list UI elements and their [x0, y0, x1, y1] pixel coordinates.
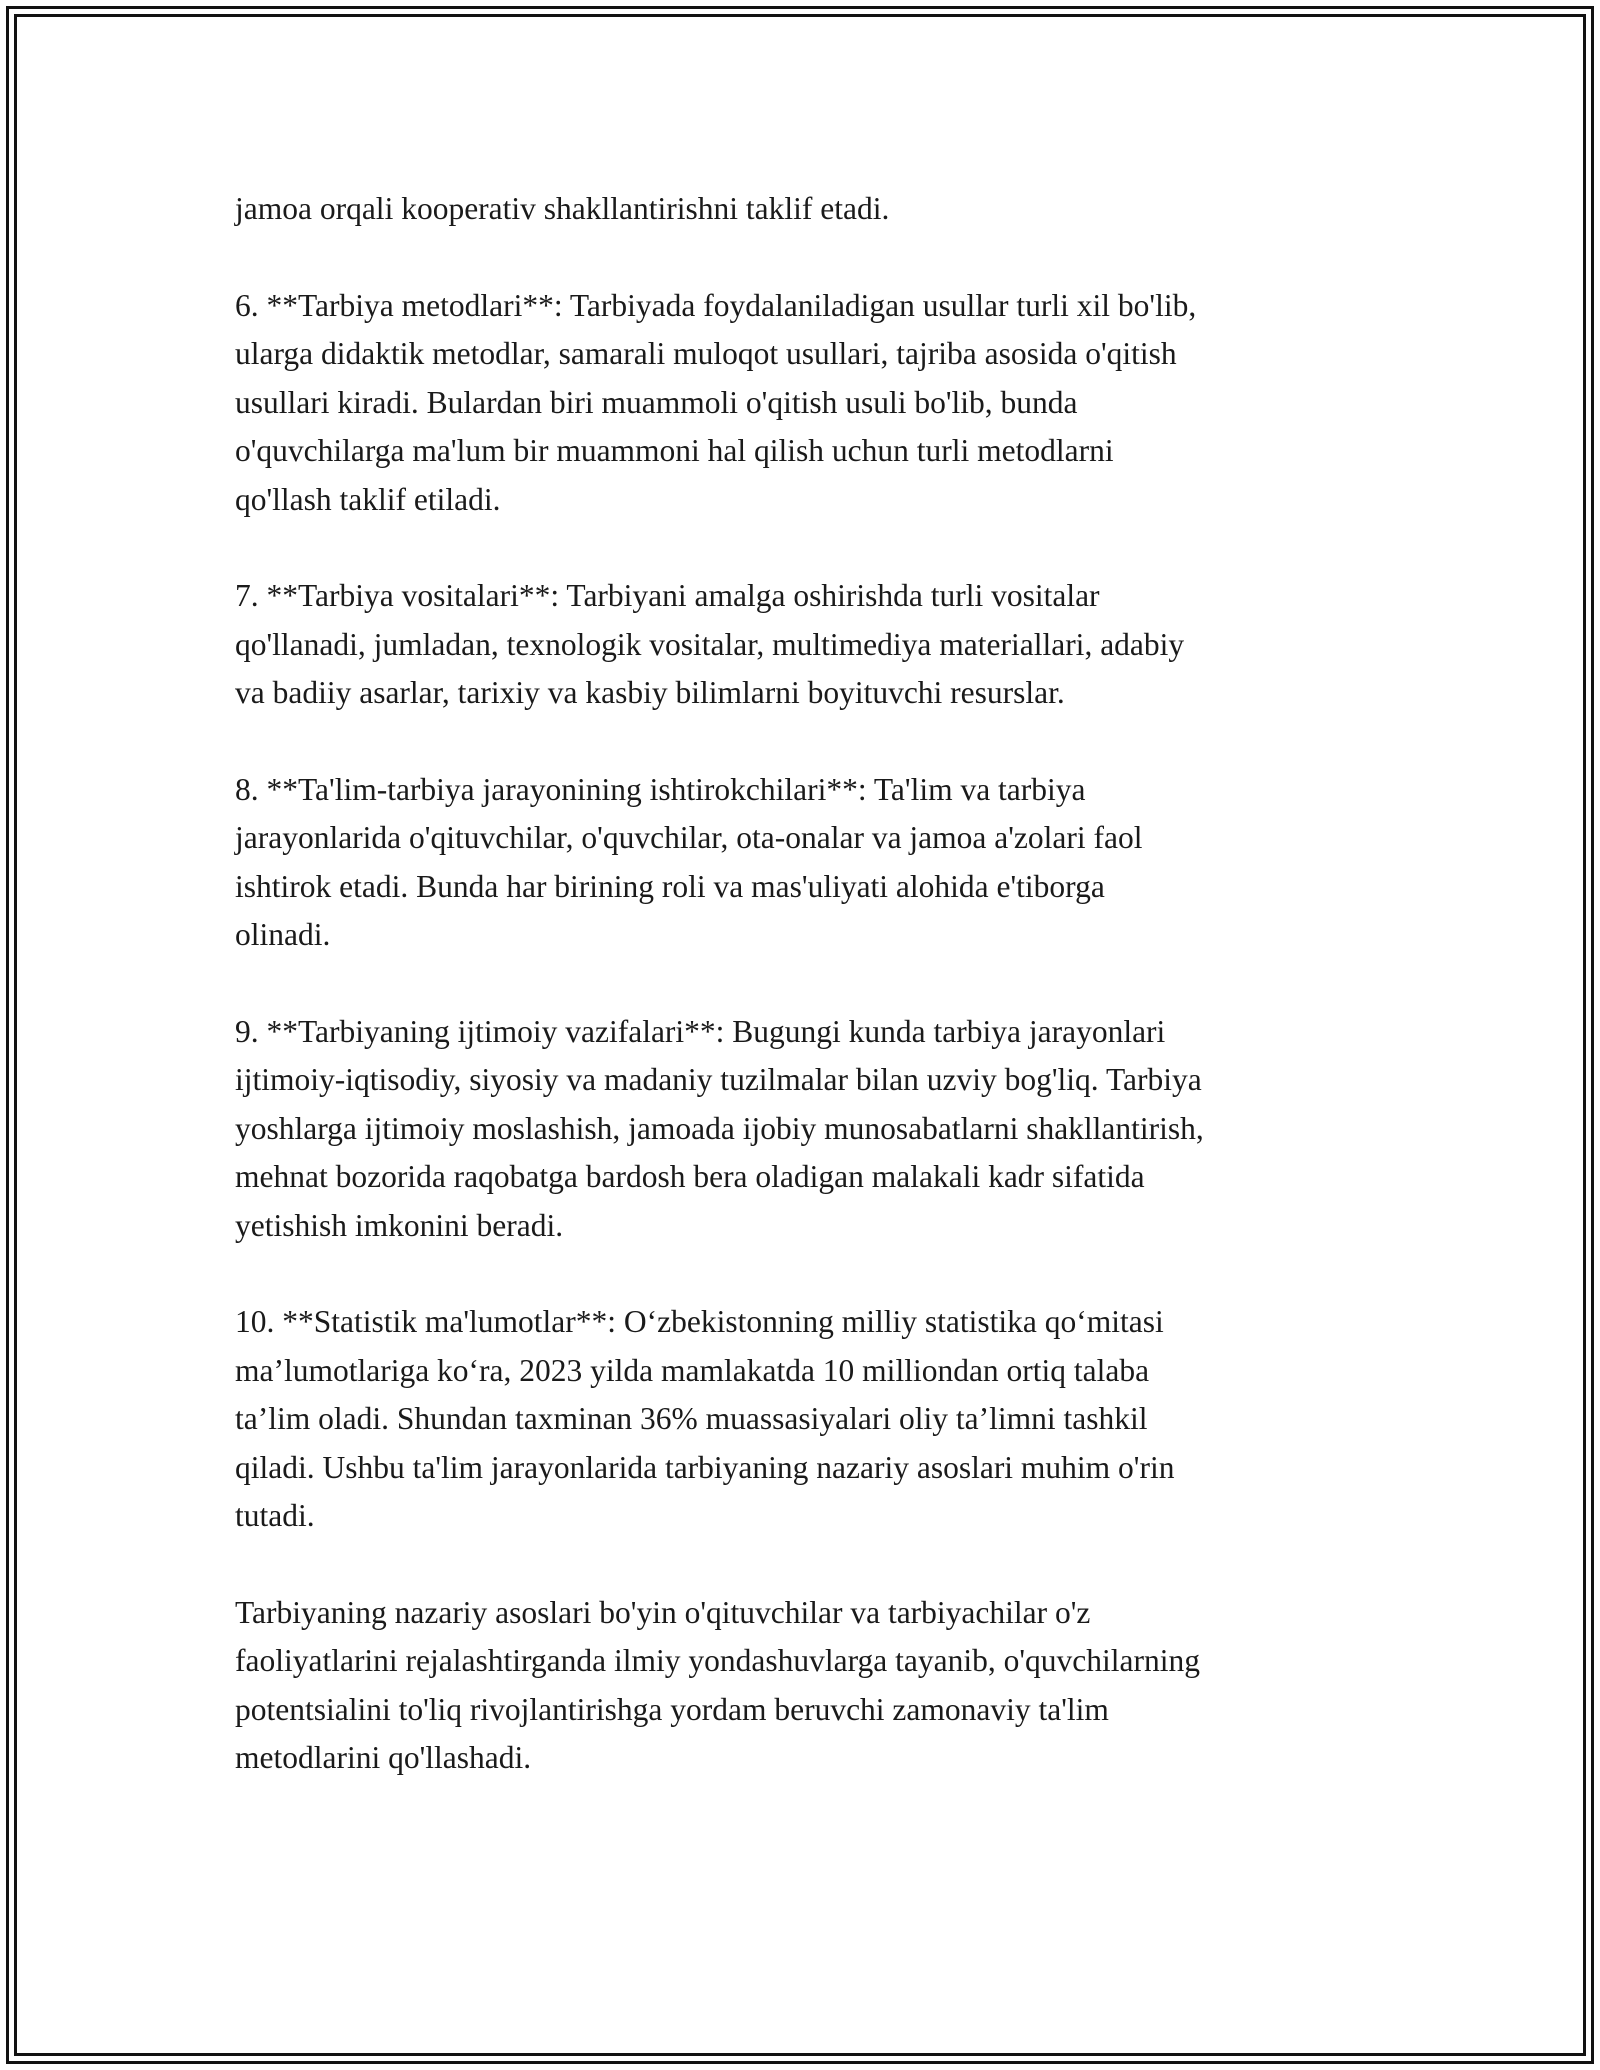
paragraph-ishtirokchilar: 8. **Ta'lim-tarbiya jarayonining ishtirokchilari**: Ta'lim va tarbiya jarayonlarida o'qituvchilar, o'quvchilar, ota-onalar va jamoa a'zolari faol ishtirok etadi. Bunda har birining roli va mas'uliyati alohida e'tiborga olinadi. [235, 771, 1143, 952]
paragraph-conclusion: Tarbiyaning nazariy asoslari bo'yin o'qituvchilar va tarbiyachilar o'z faoliyatlarini rejalashtirganda ilmiy yondashuvlarga tayanib, o'quvchilarning potentsialini to'liq rivojlantirishga yordam beruvchi zamonaviy ta'lim metodlarini qo'llashadi. [235, 1594, 1200, 1775]
paragraph-ijtimoiy-vazifalar: 9. **Tarbiyaning ijtimoiy vazifalari**: Bugungi kunda tarbiya jarayonlari ijtimoiy-iqtisodiy, siyosiy va madaniy tuzilmalar bilan uzviy bog'liq. Tarbiya yoshlarga ijtimoiy moslashish, jamoada ijobiy munosabatlarni shakllantirish, mehnat bozorida raqobatga bardosh bera oladigan malakali kadr sifatida yetishish imkonini beradi. [235, 1013, 1204, 1243]
paragraph-continuation: jamoa orqali kooperativ shakllantirishni taklif etadi. [235, 191, 890, 226]
paragraph-tarbiya-metodlari: 6. **Tarbiya metodlari**: Tarbiyada foydalaniladigan usullar turli xil bo'lib, ularga didaktik metodlar, samarali muloqot usullari, tajriba asosida o'qitish usullari kiradi. Bulardan biri muammoli o'qitish usuli bo'lib, bunda o'quvchilarga ma'lum bir muammoni hal qilish uchun turli metodlarni qo'llash taklif etiladi. [235, 287, 1197, 517]
paragraph-tarbiya-vositalari: 7. **Tarbiya vositalari**: Tarbiyani amalga oshirishda turli vositalar qo'llanadi, jumladan, texnologik vositalar, multimediya materiallari, adabiy va badiiy asarlar, tarixiy va kasbiy bilimlarni boyituvchi resurslar. [235, 578, 1185, 710]
paragraph-statistik-malumotlar: 10. **Statistik ma'lumotlar**: O‘zbekistonning milliy statistika qo‘mitasi ma’lumotlariga ko‘ra, 2023 yilda mamlakatda 10 milliondan ortiq talaba ta’lim oladi. Shundan taxminan 36% muassasiyalari oliy ta’limni tashkil qiladi. Ushbu ta'lim jarayonlarida tarbiyaning nazariy asoslari muhim o'rin tutadi. [235, 1304, 1175, 1533]
document-body [235, 185, 1385, 1831]
